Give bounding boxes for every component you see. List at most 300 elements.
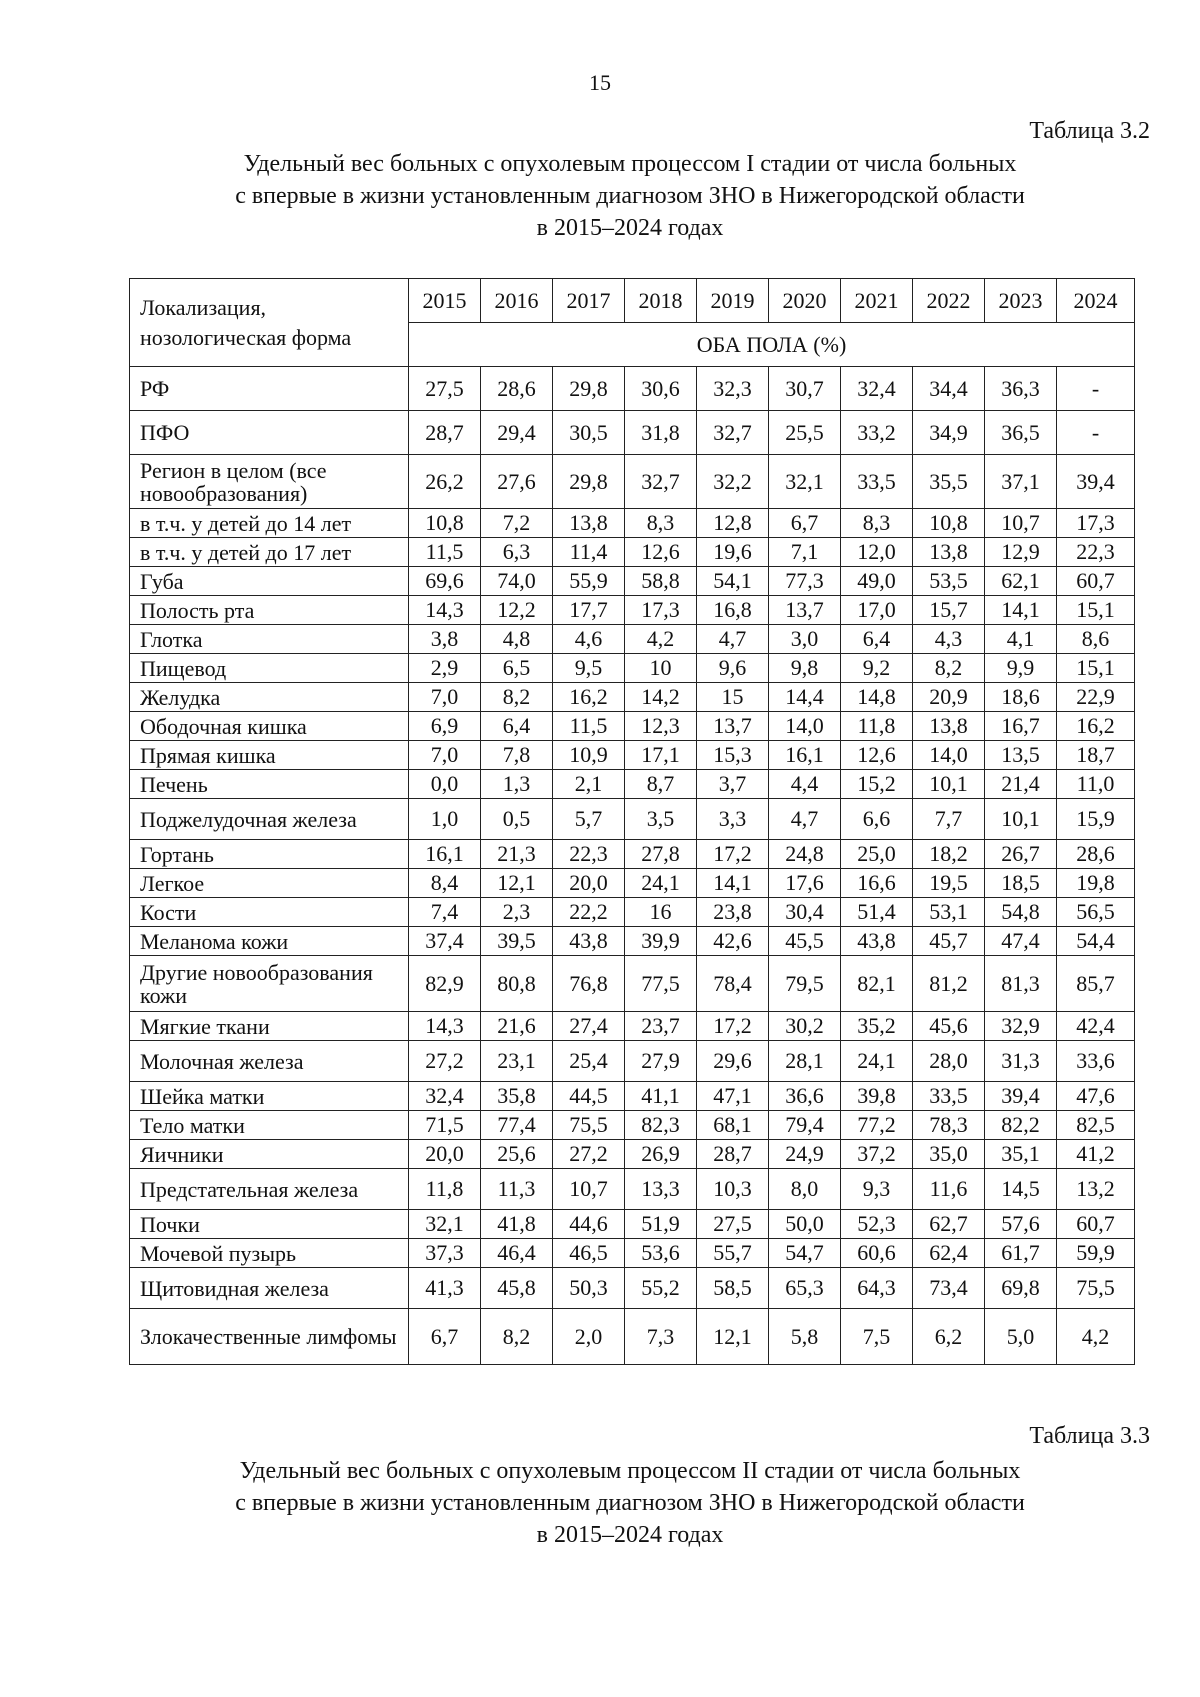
value-cell: 3,5	[625, 799, 697, 840]
value-cell: 47,1	[697, 1082, 769, 1111]
value-cell: 8,7	[625, 770, 697, 799]
stage-one-share-table	[129, 278, 1135, 1365]
value-cell: 45,5	[769, 927, 841, 956]
value-cell: 54,7	[769, 1239, 841, 1268]
row-label: ПФО	[130, 411, 409, 455]
value-cell: 2,0	[553, 1309, 625, 1365]
value-cell: 16,2	[553, 683, 625, 712]
value-cell: 31,8	[625, 411, 697, 455]
value-cell: 36,5	[985, 411, 1057, 455]
table-row	[130, 840, 1135, 869]
value-cell: 5,7	[553, 799, 625, 840]
value-cell: 11,8	[841, 712, 913, 741]
value-cell: 37,1	[985, 455, 1057, 509]
value-cell: 30,4	[769, 898, 841, 927]
table-3-3-title	[0, 1455, 1200, 1551]
value-cell: 25,4	[553, 1041, 625, 1082]
value-cell: 11,0	[1057, 770, 1135, 799]
value-cell: 28,0	[913, 1041, 985, 1082]
value-cell: 43,8	[841, 927, 913, 956]
value-cell: 60,7	[1057, 567, 1135, 596]
row-label: Прямая кишка	[130, 741, 409, 770]
value-cell: 58,8	[625, 567, 697, 596]
value-cell: 12,6	[841, 741, 913, 770]
table-row	[130, 898, 1135, 927]
year-header-2024: 2024	[1057, 279, 1135, 323]
value-cell: 14,0	[769, 712, 841, 741]
value-cell: 1,0	[409, 799, 481, 840]
value-cell: 3,8	[409, 625, 481, 654]
value-cell: 15,2	[841, 770, 913, 799]
row-label: Ободочная кишка	[130, 712, 409, 741]
value-cell: 9,2	[841, 654, 913, 683]
value-cell: 16,1	[769, 741, 841, 770]
value-cell: 41,1	[625, 1082, 697, 1111]
value-cell: 28,6	[1057, 840, 1135, 869]
year-header-2017: 2017	[553, 279, 625, 323]
value-cell: 7,1	[769, 538, 841, 567]
year-header-2018: 2018	[625, 279, 697, 323]
year-header-2015: 2015	[409, 279, 481, 323]
value-cell: 65,3	[769, 1268, 841, 1309]
value-cell: 42,6	[697, 927, 769, 956]
value-cell: 69,8	[985, 1268, 1057, 1309]
row-label: Другие новообразования кожи	[130, 956, 409, 1012]
value-cell: 28,7	[409, 411, 481, 455]
value-cell: 41,2	[1057, 1140, 1135, 1169]
value-cell: 35,2	[841, 1012, 913, 1041]
value-cell: 3,0	[769, 625, 841, 654]
value-cell: 6,3	[481, 538, 553, 567]
value-cell: 7,8	[481, 741, 553, 770]
value-cell: 32,7	[697, 411, 769, 455]
value-cell: 35,8	[481, 1082, 553, 1111]
value-cell: 22,3	[1057, 538, 1135, 567]
value-cell: 10,9	[553, 741, 625, 770]
value-cell: 26,9	[625, 1140, 697, 1169]
table-row	[130, 538, 1135, 567]
table-3-2-label: Таблица 3.2	[1029, 118, 1150, 144]
value-cell: 25,0	[841, 840, 913, 869]
value-cell: 7,0	[409, 741, 481, 770]
title-line: Удельный вес больных с опухолевым процессом II стадии от числа больных	[239, 1458, 1021, 1484]
value-cell: 17,2	[697, 840, 769, 869]
table-row	[130, 654, 1135, 683]
value-cell: 32,7	[625, 455, 697, 509]
value-cell: 16	[625, 898, 697, 927]
value-cell: 19,5	[913, 869, 985, 898]
value-cell: 82,9	[409, 956, 481, 1012]
value-cell: -	[1057, 367, 1135, 411]
value-cell: 53,6	[625, 1239, 697, 1268]
value-cell: 7,2	[481, 509, 553, 538]
table-row	[130, 1012, 1135, 1041]
value-cell: 22,2	[553, 898, 625, 927]
value-cell: 10,1	[913, 770, 985, 799]
value-cell: 68,1	[697, 1111, 769, 1140]
table-row	[130, 927, 1135, 956]
value-cell: 12,9	[985, 538, 1057, 567]
table-row	[130, 1041, 1135, 1082]
value-cell: 24,9	[769, 1140, 841, 1169]
value-cell: 17,7	[553, 596, 625, 625]
value-cell: 55,9	[553, 567, 625, 596]
value-cell: 74,0	[481, 567, 553, 596]
value-cell: 53,1	[913, 898, 985, 927]
value-cell: 1,3	[481, 770, 553, 799]
value-cell: 16,6	[841, 869, 913, 898]
row-label: Злокачественные лимфомы	[130, 1309, 409, 1365]
value-cell: 39,4	[1057, 455, 1135, 509]
value-cell: 39,4	[985, 1082, 1057, 1111]
value-cell: 13,7	[769, 596, 841, 625]
row-label: Печень	[130, 770, 409, 799]
value-cell: 30,5	[553, 411, 625, 455]
value-cell: 32,9	[985, 1012, 1057, 1041]
value-cell: 30,2	[769, 1012, 841, 1041]
row-label: РФ	[130, 367, 409, 411]
value-cell: 29,6	[697, 1041, 769, 1082]
row-label: Полость рта	[130, 596, 409, 625]
value-cell: 41,8	[481, 1210, 553, 1239]
value-cell: 22,3	[553, 840, 625, 869]
value-cell: 35,0	[913, 1140, 985, 1169]
value-cell: 15	[697, 683, 769, 712]
value-cell: 0,0	[409, 770, 481, 799]
value-cell: 10,8	[409, 509, 481, 538]
row-label: Губа	[130, 567, 409, 596]
value-cell: 32,4	[841, 367, 913, 411]
value-cell: 2,9	[409, 654, 481, 683]
value-cell: 75,5	[1057, 1268, 1135, 1309]
value-cell: 4,7	[697, 625, 769, 654]
title-line: в 2015–2024 годах	[536, 215, 724, 241]
value-cell: 4,1	[985, 625, 1057, 654]
value-cell: 20,0	[409, 1140, 481, 1169]
value-cell: 6,4	[841, 625, 913, 654]
value-cell: 51,9	[625, 1210, 697, 1239]
value-cell: 20,0	[553, 869, 625, 898]
value-cell: 6,7	[409, 1309, 481, 1365]
value-cell: 32,3	[697, 367, 769, 411]
value-cell: 10,3	[697, 1169, 769, 1210]
value-cell: 14,8	[841, 683, 913, 712]
value-cell: 78,4	[697, 956, 769, 1012]
row-label: Мягкие ткани	[130, 1012, 409, 1041]
value-cell: 33,5	[841, 455, 913, 509]
row-label: в т.ч. у детей до 17 лет	[130, 538, 409, 567]
value-cell: 12,6	[625, 538, 697, 567]
table-row	[130, 799, 1135, 840]
value-cell: 10,7	[985, 509, 1057, 538]
value-cell: 44,5	[553, 1082, 625, 1111]
both-sexes-header: ОБА ПОЛА (%)	[409, 323, 1135, 367]
value-cell: 19,8	[1057, 869, 1135, 898]
value-cell: 32,4	[409, 1082, 481, 1111]
value-cell: 30,6	[625, 367, 697, 411]
value-cell: 21,4	[985, 770, 1057, 799]
table-row	[130, 1082, 1135, 1111]
value-cell: -	[1057, 411, 1135, 455]
row-label: Желудка	[130, 683, 409, 712]
value-cell: 27,4	[553, 1012, 625, 1041]
value-cell: 15,9	[1057, 799, 1135, 840]
row-label: Регион в целом (все новообразования)	[130, 455, 409, 509]
value-cell: 82,1	[841, 956, 913, 1012]
value-cell: 6,7	[769, 509, 841, 538]
value-cell: 35,1	[985, 1140, 1057, 1169]
value-cell: 7,5	[841, 1309, 913, 1365]
value-cell: 10,7	[553, 1169, 625, 1210]
value-cell: 20,9	[913, 683, 985, 712]
value-cell: 12,0	[841, 538, 913, 567]
table-row	[130, 770, 1135, 799]
value-cell: 16,2	[1057, 712, 1135, 741]
value-cell: 27,2	[409, 1041, 481, 1082]
value-cell: 24,1	[625, 869, 697, 898]
value-cell: 78,3	[913, 1111, 985, 1140]
value-cell: 39,9	[625, 927, 697, 956]
value-cell: 8,3	[841, 509, 913, 538]
value-cell: 50,0	[769, 1210, 841, 1239]
row-label: Щитовидная железа	[130, 1268, 409, 1309]
value-cell: 7,4	[409, 898, 481, 927]
row-label: Гортань	[130, 840, 409, 869]
value-cell: 37,2	[841, 1140, 913, 1169]
value-cell: 81,2	[913, 956, 985, 1012]
value-cell: 55,2	[625, 1268, 697, 1309]
value-cell: 10	[625, 654, 697, 683]
value-cell: 79,5	[769, 956, 841, 1012]
value-cell: 36,6	[769, 1082, 841, 1111]
row-label: Глотка	[130, 625, 409, 654]
value-cell: 62,4	[913, 1239, 985, 1268]
value-cell: 6,2	[913, 1309, 985, 1365]
value-cell: 6,9	[409, 712, 481, 741]
table-row	[130, 1239, 1135, 1268]
value-cell: 24,8	[769, 840, 841, 869]
value-cell: 17,3	[625, 596, 697, 625]
value-cell: 27,6	[481, 455, 553, 509]
value-cell: 37,3	[409, 1239, 481, 1268]
value-cell: 27,8	[625, 840, 697, 869]
value-cell: 14,2	[625, 683, 697, 712]
value-cell: 60,7	[1057, 1210, 1135, 1239]
value-cell: 39,5	[481, 927, 553, 956]
value-cell: 50,3	[553, 1268, 625, 1309]
row-label: Поджелудочная железа	[130, 799, 409, 840]
table-row	[130, 1210, 1135, 1239]
value-cell: 59,9	[1057, 1239, 1135, 1268]
value-cell: 18,5	[985, 869, 1057, 898]
value-cell: 9,5	[553, 654, 625, 683]
value-cell: 33,5	[913, 1082, 985, 1111]
value-cell: 85,7	[1057, 956, 1135, 1012]
value-cell: 12,2	[481, 596, 553, 625]
value-cell: 11,5	[409, 538, 481, 567]
value-cell: 6,5	[481, 654, 553, 683]
value-cell: 69,6	[409, 567, 481, 596]
value-cell: 17,2	[697, 1012, 769, 1041]
value-cell: 7,0	[409, 683, 481, 712]
table-row	[130, 1140, 1135, 1169]
value-cell: 12,1	[481, 869, 553, 898]
value-cell: 81,3	[985, 956, 1057, 1012]
value-cell: 76,8	[553, 956, 625, 1012]
value-cell: 71,5	[409, 1111, 481, 1140]
value-cell: 44,6	[553, 1210, 625, 1239]
value-cell: 27,5	[409, 367, 481, 411]
value-cell: 8,0	[769, 1169, 841, 1210]
table-row	[130, 1111, 1135, 1140]
value-cell: 19,6	[697, 538, 769, 567]
table-row	[130, 567, 1135, 596]
value-cell: 80,8	[481, 956, 553, 1012]
value-cell: 61,7	[985, 1239, 1057, 1268]
value-cell: 77,2	[841, 1111, 913, 1140]
value-cell: 29,8	[553, 455, 625, 509]
value-cell: 41,3	[409, 1268, 481, 1309]
row-label: Пищевод	[130, 654, 409, 683]
localization-header: Локализация, нозологическая форма	[130, 279, 409, 367]
table-row	[130, 956, 1135, 1012]
value-cell: 64,3	[841, 1268, 913, 1309]
value-cell: 14,3	[409, 1012, 481, 1041]
row-label: Молочная железа	[130, 1041, 409, 1082]
title-line: с впервые в жизни установленным диагнозом ЗНО в Нижегородской области	[235, 1490, 1025, 1516]
value-cell: 13,8	[913, 712, 985, 741]
value-cell: 39,8	[841, 1082, 913, 1111]
value-cell: 28,6	[481, 367, 553, 411]
row-label: Тело матки	[130, 1111, 409, 1140]
value-cell: 32,2	[697, 455, 769, 509]
value-cell: 32,1	[769, 455, 841, 509]
value-cell: 11,3	[481, 1169, 553, 1210]
value-cell: 45,7	[913, 927, 985, 956]
value-cell: 22,9	[1057, 683, 1135, 712]
value-cell: 77,4	[481, 1111, 553, 1140]
value-cell: 57,6	[985, 1210, 1057, 1239]
value-cell: 54,1	[697, 567, 769, 596]
value-cell: 15,3	[697, 741, 769, 770]
table-row	[130, 509, 1135, 538]
value-cell: 34,4	[913, 367, 985, 411]
value-cell: 13,8	[913, 538, 985, 567]
value-cell: 82,3	[625, 1111, 697, 1140]
value-cell: 7,7	[913, 799, 985, 840]
value-cell: 51,4	[841, 898, 913, 927]
value-cell: 0,5	[481, 799, 553, 840]
year-header-2020: 2020	[769, 279, 841, 323]
value-cell: 17,0	[841, 596, 913, 625]
value-cell: 77,5	[625, 956, 697, 1012]
value-cell: 8,2	[481, 683, 553, 712]
value-cell: 8,4	[409, 869, 481, 898]
value-cell: 56,5	[1057, 898, 1135, 927]
value-cell: 30,7	[769, 367, 841, 411]
value-cell: 13,7	[697, 712, 769, 741]
value-cell: 62,7	[913, 1210, 985, 1239]
table-row	[130, 1268, 1135, 1309]
value-cell: 21,3	[481, 840, 553, 869]
value-cell: 77,3	[769, 567, 841, 596]
value-cell: 60,6	[841, 1239, 913, 1268]
value-cell: 13,8	[553, 509, 625, 538]
value-cell: 25,5	[769, 411, 841, 455]
value-cell: 54,8	[985, 898, 1057, 927]
value-cell: 5,0	[985, 1309, 1057, 1365]
value-cell: 46,4	[481, 1239, 553, 1268]
value-cell: 9,8	[769, 654, 841, 683]
table-row	[130, 455, 1135, 509]
year-header-row	[130, 279, 1135, 323]
value-cell: 27,2	[553, 1140, 625, 1169]
value-cell: 14,1	[985, 596, 1057, 625]
value-cell: 12,3	[625, 712, 697, 741]
value-cell: 79,4	[769, 1111, 841, 1140]
value-cell: 23,1	[481, 1041, 553, 1082]
value-cell: 62,1	[985, 567, 1057, 596]
table-3-3-label: Таблица 3.3	[1029, 1423, 1150, 1449]
value-cell: 15,7	[913, 596, 985, 625]
value-cell: 8,6	[1057, 625, 1135, 654]
value-cell: 8,2	[913, 654, 985, 683]
table-row	[130, 367, 1135, 411]
value-cell: 11,4	[553, 538, 625, 567]
row-label: Кости	[130, 898, 409, 927]
value-cell: 47,4	[985, 927, 1057, 956]
value-cell: 52,3	[841, 1210, 913, 1239]
value-cell: 7,3	[625, 1309, 697, 1365]
table-row	[130, 683, 1135, 712]
value-cell: 18,6	[985, 683, 1057, 712]
value-cell: 16,8	[697, 596, 769, 625]
value-cell: 27,5	[697, 1210, 769, 1239]
table-row	[130, 1309, 1135, 1365]
value-cell: 73,4	[913, 1268, 985, 1309]
value-cell: 8,2	[481, 1309, 553, 1365]
year-header-2019: 2019	[697, 279, 769, 323]
value-cell: 2,3	[481, 898, 553, 927]
value-cell: 75,5	[553, 1111, 625, 1140]
title-line: с впервые в жизни установленным диагнозом ЗНО в Нижегородской области	[235, 183, 1025, 209]
value-cell: 26,2	[409, 455, 481, 509]
value-cell: 12,8	[697, 509, 769, 538]
value-cell: 24,1	[841, 1041, 913, 1082]
value-cell: 11,5	[553, 712, 625, 741]
value-cell: 58,5	[697, 1268, 769, 1309]
value-cell: 31,3	[985, 1041, 1057, 1082]
table-row	[130, 625, 1135, 654]
value-cell: 26,7	[985, 840, 1057, 869]
row-label: Мочевой пузырь	[130, 1239, 409, 1268]
row-label: Почки	[130, 1210, 409, 1239]
value-cell: 29,8	[553, 367, 625, 411]
value-cell: 28,1	[769, 1041, 841, 1082]
year-header-2022: 2022	[913, 279, 985, 323]
value-cell: 49,0	[841, 567, 913, 596]
value-cell: 4,2	[1057, 1309, 1135, 1365]
value-cell: 16,1	[409, 840, 481, 869]
year-header-2023: 2023	[985, 279, 1057, 323]
value-cell: 46,5	[553, 1239, 625, 1268]
value-cell: 17,1	[625, 741, 697, 770]
table-row	[130, 741, 1135, 770]
row-label: в т.ч. у детей до 14 лет	[130, 509, 409, 538]
value-cell: 4,6	[553, 625, 625, 654]
table-row	[130, 596, 1135, 625]
value-cell: 45,8	[481, 1268, 553, 1309]
